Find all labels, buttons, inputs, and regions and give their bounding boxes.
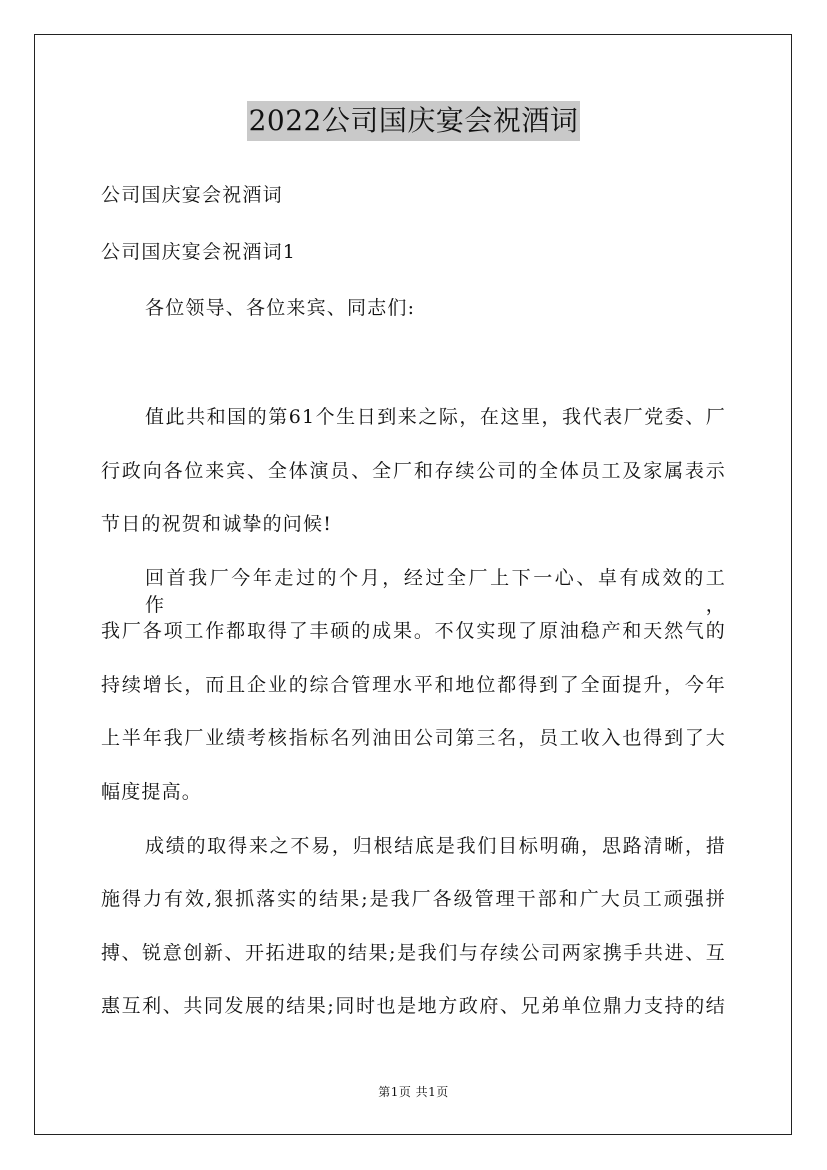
section-heading: 公司国庆宴会祝酒词1: [101, 241, 297, 263]
paragraph-line: 我厂各项工作都取得了丰硕的成果。不仅实现了原油稳产和天然气的: [101, 620, 726, 642]
paragraph-line: 值此共和国的第61个生日到来之际，在这里，我代表厂党委、厂: [145, 406, 726, 428]
greeting: 各位领导、各位来宾、同志们:: [145, 297, 416, 319]
paragraph-line: 幅度提高。: [101, 781, 203, 803]
page-footer: 第1页 共1页: [378, 1085, 449, 1099]
paragraph-line: 施得力有效,狠抓落实的结果;是我厂各级管理干部和广大员工顽强拼: [101, 888, 726, 910]
paragraph-line: 惠互利、共同发展的结果;同时也是地方政府、兄弟单位鼎力支持的结: [101, 995, 726, 1017]
paragraph-line: 成绩的取得来之不易，归根结底是我们目标明确，思路清晰，措: [145, 835, 726, 857]
paragraph-line: 上半年我厂业绩考核指标名列油田公司第三名，员工收入也得到了大: [101, 727, 726, 749]
paragraph-line: 回首我厂今年走过的个月，经过全厂上下一心、卓有成效的工作，: [145, 567, 726, 616]
paragraph-line: 行政向各位来宾、全体演员、全厂和存续公司的全体员工及家属表示: [101, 460, 726, 482]
document-title: 2022公司国庆宴会祝酒词: [247, 101, 581, 141]
paragraph-line: 搏、锐意创新、开拓进取的结果;是我们与存续公司两家携手共进、互: [101, 942, 726, 964]
paragraph-line: 节日的祝贺和诚挚的问候!: [101, 513, 333, 535]
title-container: [0, 101, 827, 141]
paragraph-line: 持续增长，而且企业的综合管理水平和地位都得到了全面提升，今年: [101, 674, 726, 696]
subtitle: 公司国庆宴会祝酒词: [101, 184, 283, 206]
